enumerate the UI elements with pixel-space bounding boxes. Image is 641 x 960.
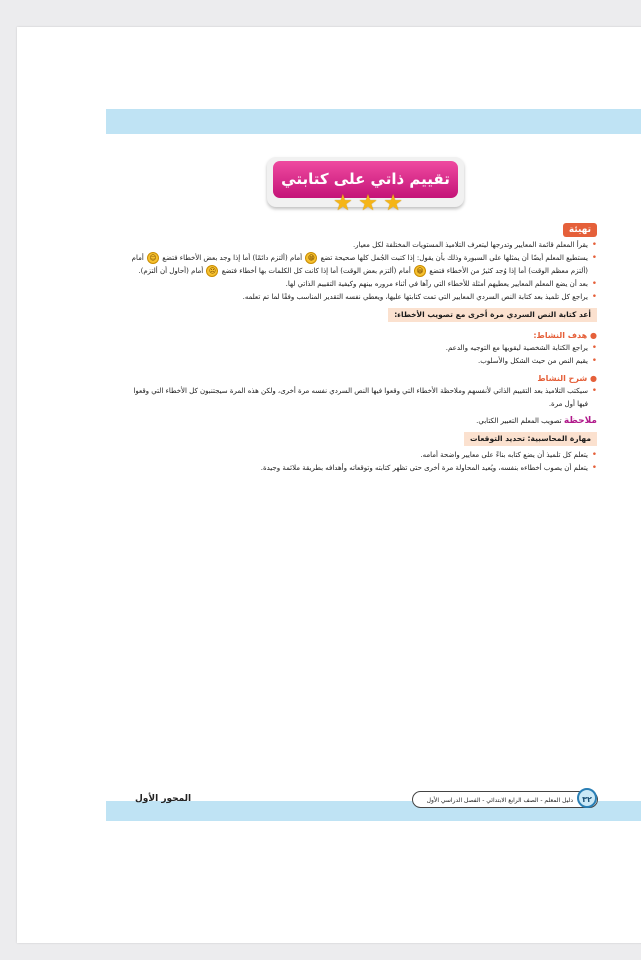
grinning-face-icon: 😀: [414, 265, 426, 277]
very-happy-face-icon: 😁: [305, 252, 317, 264]
note-text: تصويب المعلم التعبير الكتابي.: [476, 417, 562, 425]
list-item: • يتعلم أن يصوب أخطاءه بنفسه، ويُعيد المحاولة مرة أخرى حتى تظهر كتابته وتوقعاته وأهدافه بطريقة ملائمة وجيدة.: [127, 462, 597, 475]
star-icon: ★: [383, 191, 403, 216]
document-page: [17, 27, 641, 943]
top-color-band: [106, 109, 641, 134]
list-item: • سيكتب التلاميذ بعد التقييم الذاتي لأنفسهم وملاحظة الأخطاء التي وقعوا فيها النص السردي نفسه مرة أخرى، ولكن هذه المرة سيجتنبون كل الأخطاء التي وقعوا فيها أول مرة.: [127, 385, 597, 411]
main-content: [127, 223, 597, 475]
activity-explain-heading: ● شرح النشاط: [537, 374, 597, 383]
list-item: • يراجع الكتابة الشخصية ليقويها مع التوجيه والدعم.: [127, 342, 597, 355]
list-item: • بعد أن يضع المعلم المعايير يعطيهم أمثلة للأخطاء التي رآها في أثناء مروره بينهم وكيفية التقييم الذاتي لها.: [127, 278, 597, 291]
sad-face-icon: ☹: [206, 265, 218, 277]
activity-goal-list: [127, 342, 597, 368]
list-item: • يقيم النص من حيث الشكل والأسلوب.: [127, 355, 597, 368]
list-item: • يراجع كل تلميذ بعد كتابة النص السردي المعايير التي تمت كتابتها عليها، ويعطي نفسه التقدير المناسب وفقًا لما تم تعلمه.: [127, 291, 597, 304]
activity-explain-list: [127, 385, 597, 411]
star-icon: ★: [333, 191, 353, 216]
list-item: • يقرأ المعلم قائمة المعايير وتدرجها ليتعرف التلاميذ المستويات المختلفة لكل معيار.: [127, 239, 597, 252]
footer-axis-label: المحور الأول: [135, 794, 192, 804]
list-item: • يتعلم كل تلميذ أن يضع كتابه بناءً على معايير واضحة أمامه.: [127, 449, 597, 462]
rewrite-heading: أعد كتابة النص السردي مرة أخرى مع تصويب الأخطاء:: [388, 308, 597, 322]
rating-stars: [333, 193, 403, 215]
page-number: ٣٢: [577, 788, 597, 808]
footer-guide-label: دليل المعلم - الصف الرابع الابتدائي - الفصل الدراسي الأول: [412, 791, 598, 808]
activity-goal-heading: ● هدف النشاط:: [533, 331, 597, 340]
warmup-list: [127, 239, 597, 304]
accountability-list: [127, 449, 597, 475]
smiling-face-icon: ☺: [147, 252, 159, 264]
star-icon: ★: [358, 191, 378, 216]
accountability-heading: مهارة المحاسبية: تحديد التوقعات: [464, 432, 597, 446]
warmup-heading: تهيئة: [563, 223, 597, 237]
page-title: تقييم ذاتي على كتابتي: [273, 161, 458, 198]
note-label: ملاحظة: [563, 416, 597, 426]
note: [127, 415, 597, 428]
list-item: • يستطيع المعلم أيضًا أن يمثلها على السبورة وذلك بأن يقول: إذا كتبت الجُمل كلها صحيحة تضع 😁 أمام (ألتزم دائمًا) أما إذا وجد بعض الأخطاء فتضع ☺ أمام (ألتزم معظم الوقت) أما إذا وُجد كثيرٌ من الأخطاء فتضع 😀 أمام (ألتزم بعض الوقت) أما إذا كانت كل الكلمات بها أخطاء فتضع ☹ أمام (أحاول أن ألتزم).: [127, 252, 597, 278]
